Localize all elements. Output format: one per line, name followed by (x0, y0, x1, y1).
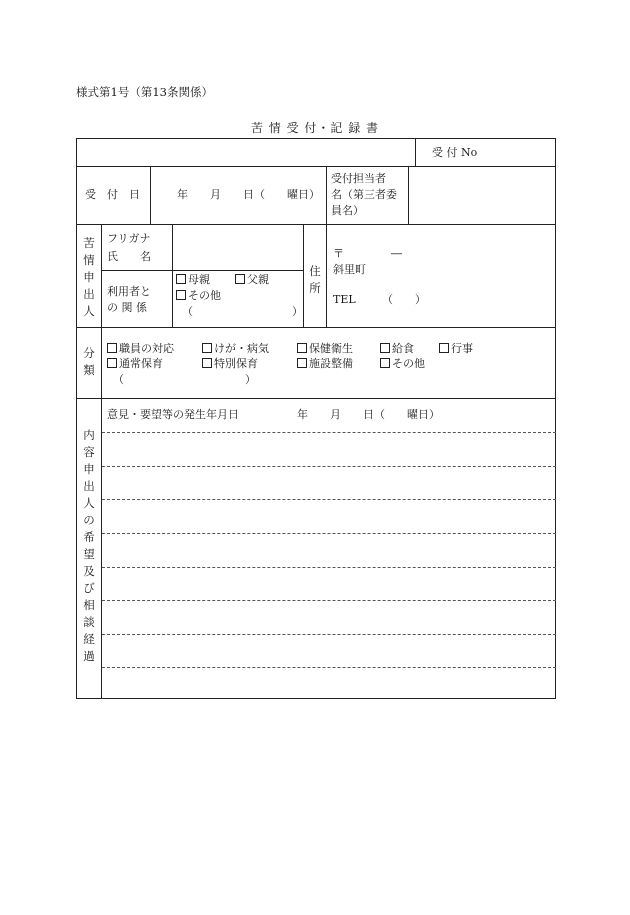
complainant-section-label: 苦 情 申 出 人 (83, 236, 95, 318)
relation-label-line2: の 関 係 (107, 301, 147, 314)
form-number: 様式第1号（第13条関係） (76, 85, 213, 99)
name-field[interactable] (175, 227, 300, 267)
tel-label: TEL (333, 293, 356, 306)
form-title: 苦 情 受 付・記 録 書 (250, 121, 380, 135)
checkbox-icon[interactable] (297, 358, 307, 368)
checkbox-icon[interactable] (297, 343, 307, 353)
postal-dash: ― (391, 247, 402, 260)
relation-other-field[interactable]: （ ） (182, 305, 303, 318)
tel-field[interactable]: （ ） (382, 293, 426, 306)
relation-option-mother[interactable]: 母親 (176, 273, 210, 287)
category-other-field[interactable]: （ ） (113, 373, 256, 386)
category-option-regular-care[interactable]: 通常保育 (107, 357, 163, 371)
handler-label-line2: 名（第三者委 (331, 188, 397, 201)
category-option-events[interactable]: 行事 (439, 342, 473, 356)
checkbox-icon[interactable] (235, 274, 245, 284)
checkbox-icon[interactable] (202, 343, 212, 353)
complaint-record-form (76, 138, 556, 699)
name-label: 氏 名 (107, 250, 151, 263)
category-option-special-care[interactable]: 特別保育 (202, 357, 258, 371)
checkbox-icon[interactable] (202, 358, 212, 368)
address-label: 住 所 (309, 264, 321, 295)
category-option-other[interactable]: その他 (380, 357, 425, 371)
reception-no-label: 受 付 No (432, 146, 478, 159)
postal-mark: 〒 (333, 247, 344, 260)
category-option-staff-response[interactable]: 職員の対応 (107, 342, 174, 356)
category-option-meals[interactable]: 給食 (380, 342, 414, 356)
category-label: 分 類 (83, 346, 95, 377)
reception-date-field[interactable]: 年 月 日（ 曜日） (177, 188, 320, 201)
town-name: 斜里町 (333, 263, 366, 276)
relation-option-other[interactable]: その他 (176, 289, 221, 303)
checkbox-icon[interactable] (380, 358, 390, 368)
category-option-injury-illness[interactable]: けが・病気 (202, 342, 269, 356)
category-option-health-hygiene[interactable]: 保健衛生 (297, 342, 353, 356)
checkbox-icon[interactable] (380, 343, 390, 353)
checkbox-icon[interactable] (107, 358, 117, 368)
checkbox-icon[interactable] (176, 274, 186, 284)
reception-date-label: 受 付 日 (85, 188, 140, 201)
relation-option-father[interactable]: 父親 (235, 273, 269, 287)
content-section-label: 内 容 申 出 人 の 希 望 及 び 相 談 経 過 (83, 428, 95, 663)
content-writing-area[interactable] (104, 435, 553, 695)
occurrence-date-label: 意見・要望等の発生年月日 (107, 408, 239, 421)
category-option-facilities[interactable]: 施設整備 (297, 357, 353, 371)
checkbox-icon[interactable] (439, 343, 449, 353)
checkbox-icon[interactable] (176, 290, 186, 300)
occurrence-date-field[interactable]: 年 月 日（ 曜日） (297, 408, 440, 421)
furigana-label: フリガナ (107, 232, 151, 245)
relation-label-line1: 利用者と (107, 285, 151, 298)
checkbox-icon[interactable] (107, 343, 117, 353)
handler-label-line3: 員名） (331, 204, 364, 217)
reception-no-field[interactable] (81, 141, 411, 163)
handler-label-line1: 受付担当者 (331, 172, 386, 185)
handler-field[interactable] (411, 169, 551, 221)
